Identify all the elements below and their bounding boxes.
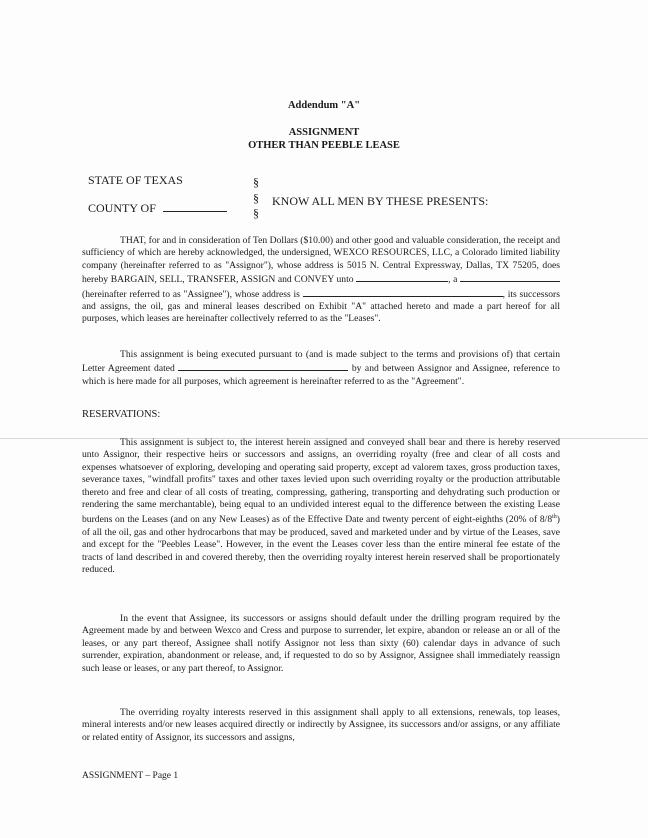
paragraph-agreement [82, 349, 560, 388]
document-title: ASSIGNMENT [288, 127, 360, 138]
county-line [88, 201, 227, 216]
county-label: COUNTY OF [88, 201, 156, 215]
agreement-text-2: by and between Assignor and Assignee, reference to which is here made for all purposes, which agreement is hereinafter referred to as the "Agreement". [82, 363, 560, 387]
royalty-text-1: This assignment is subject to, the interest herein assigned and conveyed shall bear and there is hereby reserved unto Assignor, their respective heirs or successors and assigns, an overriding royalty (free and clear of all costs and expenses whatsoever of exploring, developing and operating said property, except ad valorem taxes, gross production taxes, severance taxes, "windfall profits" taxes and other taxes levied upon such overriding royalty or the production attributable thereto and free and clear of all costs of treating, compressing, gathering, transporting and dehydrating such production or rendering the same merchantable), being equal to an undivided interest equal to the difference between the existing Lease burdens on the Leases (and on any New Leases) as of the Effective Date and twenty percent of eight-eighths (20% of 8/8 [82, 437, 560, 526]
royalty-superscript: th [552, 514, 557, 521]
section-mark-1: § [253, 175, 259, 189]
addendum-label: Addendum "A" [287, 100, 361, 111]
agreement-text-1: This assignment is being executed pursuant to (and is made subject to the terms and provisions of) that certain Letter Agreement dated [82, 349, 560, 375]
county-blank [163, 202, 227, 212]
paragraph-extensions: The overriding royalty interests reserved in this assignment shall apply to all extensions, renewals, top leases, mineral interests and/or new leases acquired directly or indirectly by Assignee, its successors and/or assigns, or any affiliate or related entity of Assignor, its successors and assigns, [82, 707, 560, 743]
assignee-address-blank [303, 287, 503, 297]
reservations-heading: RESERVATIONS: [82, 409, 161, 420]
document-subtitle: OTHER THAN PEEBLE LEASE [248, 140, 400, 151]
grant-text-3: (hereinafter referred to as "Assignee"), whose address is [82, 288, 300, 300]
royalty-text-2: ) of all the oil, gas and other hydrocarbons that may be produced, saved and marketed under and by virtue of the Leases, save and except for the "Peebles Lease". However, in the event the Leases cover less than the entire mineral fee estate of the tracts of land described in and covered thereby, then the overriding royalty interest herein reserved shall be proportionately reduced. [82, 514, 560, 576]
paragraph-grant [82, 235, 560, 326]
agreement-date-blank [178, 361, 348, 371]
section-mark-3: § [253, 206, 259, 220]
state-line: STATE OF TEXAS [88, 173, 183, 187]
section-mark-2: § [253, 191, 259, 205]
grant-text-1: THAT, for and in consideration of Ten Dollars ($10.00) and other good and valuable consideration, the receipt and sufficiency of which are hereby acknowledged, the undersigned, WEXCO RESOURCES, LLC, a Colorado limited liability company (hereinafter referred to as "Assignor"), whose address is 5015 N. Central Expressway, Dallas, TX 75205, does hereby BARGAIN, SELL, TRANSFER, ASSIGN and CONVEY unto [82, 235, 560, 286]
know-all-men: KNOW ALL MEN BY THESE PRESENTS: [272, 194, 489, 208]
assignee-name-blank [356, 272, 448, 282]
page-footer: ASSIGNMENT – Page 1 [82, 771, 179, 781]
paragraph-overriding-royalty [82, 437, 560, 577]
grant-text-2: , a [448, 274, 458, 286]
grant-text-4: , its successors and assigns, the oil, gas and mineral leases described on Exhibit "A" attached hereto and made a part hereof for all purposes, which leases are hereinafter collectively referred to as the "Leases". [82, 288, 560, 325]
paragraph-default-reassign: In the event that Assignee, its successors or assigns should default under the drilling program required by the Agreement made by and between Wexco and Cress and purpose to surrender, let expire, abandon or release an or all of the leases, or any part thereof, Assignee shall notify Assignor not less than sixty (60) calendar days in advance of such surrender, expiration, abandonment or release, and, if requested to do so by Assignor, Assignee shall immediately reassign such lease or leases, or any part thereof, to Assignor. [82, 613, 560, 674]
assignee-entity-blank [460, 272, 560, 282]
